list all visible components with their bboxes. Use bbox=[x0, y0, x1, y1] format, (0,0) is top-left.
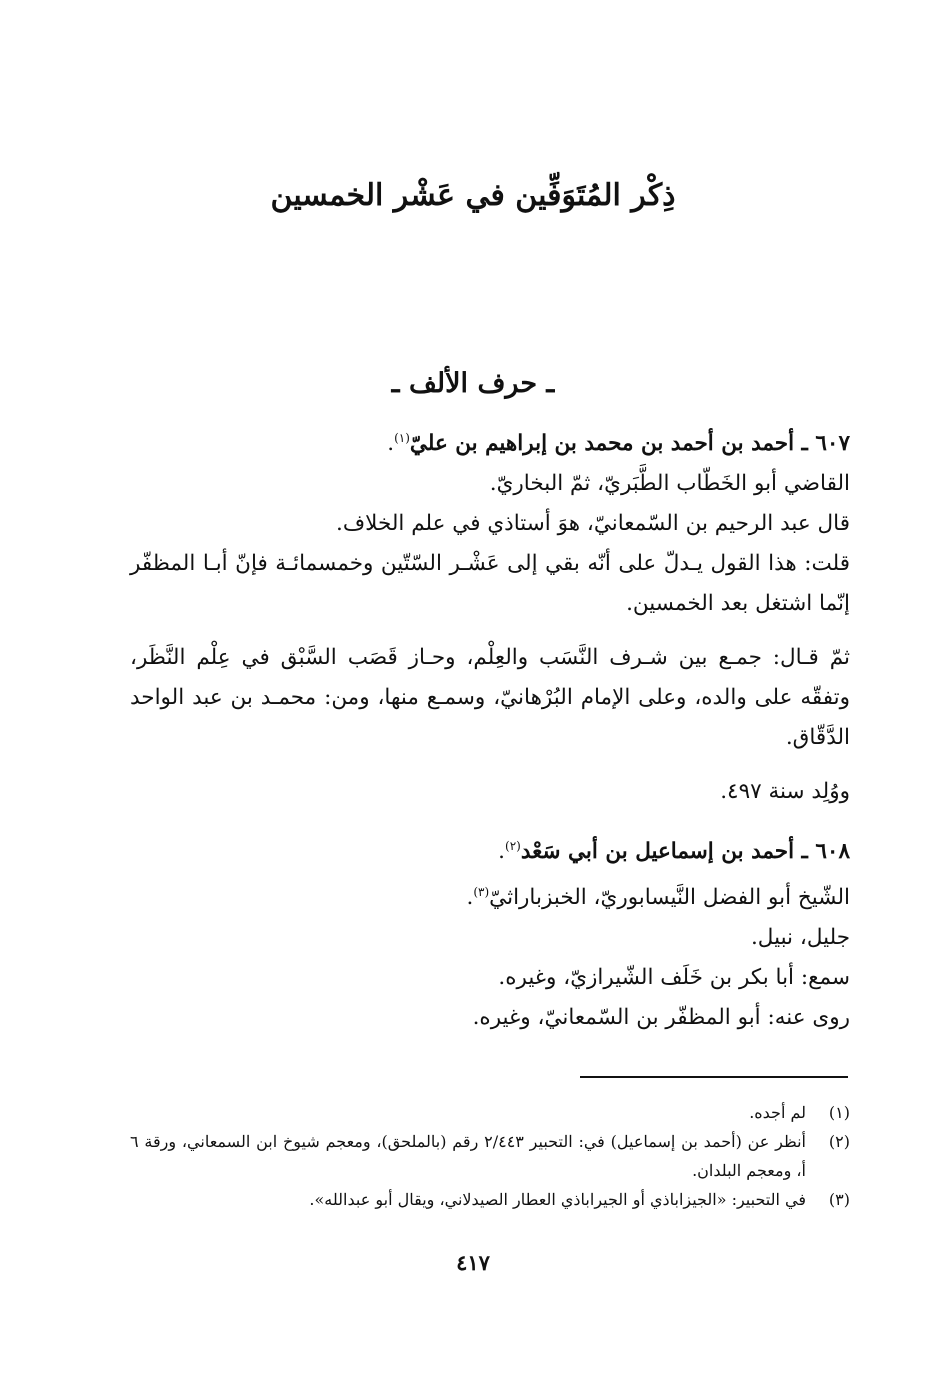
section-heading: ـ حرف الألف ـ bbox=[391, 368, 555, 399]
entry-heading-end: . bbox=[387, 431, 395, 457]
paragraph bbox=[130, 872, 850, 918]
paragraph-end: . bbox=[466, 885, 474, 911]
paragraph: قلت: هذا القول يـدلّ على أنّه بقي إلى عَشْـر السّتّين وخمسمائـة فإنّ أبـا المظفّر إنّما اشتغل بعد الخمسين. bbox=[130, 551, 850, 617]
footnote-ref[interactable]: (٣) bbox=[473, 885, 490, 900]
footnote-item bbox=[130, 1098, 850, 1127]
footnote-number: (٣) bbox=[828, 1190, 850, 1209]
paragraph: قال عبد الرحيم بن السّمعانيّ، هوَ أستاذي في علم الخلاف. bbox=[336, 511, 850, 537]
main-text bbox=[130, 418, 850, 1038]
footnote-item bbox=[130, 1127, 850, 1185]
paragraph: جليل، نبيل. bbox=[750, 925, 850, 951]
paragraph: روى عنه: أبو المظفّر بن السّمعانيّ، وغيره. bbox=[472, 1005, 850, 1031]
footnote-text: أنظر عن (أحمد بن إسماعيل) في: التحبير ٢/٤٤٣ رقم (بالملحق)، ومعجم شيوخ ابن السمعاني، ورقة ٦ أ، ومعجم البلدان. bbox=[130, 1132, 806, 1180]
entry-heading-608 bbox=[130, 826, 850, 872]
footnote-ref[interactable]: (١) bbox=[394, 431, 410, 445]
footnotes bbox=[130, 1098, 850, 1214]
page-number: ٤١٧ bbox=[456, 1250, 490, 1275]
paragraph: ووُلِد سنة ٤٩٧. bbox=[720, 779, 850, 805]
paragraph: القاضي أبو الخَطّاب الطَّبَريّ، ثمّ البخاريّ. bbox=[489, 471, 850, 497]
paragraph: ثمّ قـال: جمـع بين شـرف النَّسَب والعِلْم، وحـاز قَصَب السَّبْق في عِلْم النَّظَر، وتفقّه على والده، وعلى الإمام البُرْهانيّ، وسمـع منها، ومن: محمـد بن عبد الواحد الدَّقّاق. bbox=[130, 645, 850, 751]
footnote-divider bbox=[580, 1076, 848, 1078]
footnote-number: (١) bbox=[828, 1103, 850, 1122]
entry-heading-end: . bbox=[498, 839, 506, 865]
footnote-text: لم أجده. bbox=[749, 1103, 806, 1122]
paragraph: سمع: أبا بكر بن خَلَف الشّيرازيّ، وغيره. bbox=[498, 965, 850, 991]
entry-heading-607 bbox=[130, 418, 850, 464]
footnote-number: (٢) bbox=[828, 1132, 850, 1151]
footnote-item bbox=[130, 1185, 850, 1214]
entry-heading-text: ٦٠٧ ـ أحمد بن أحمد بن محمد بن إبراهيم بن عليّ bbox=[409, 431, 850, 457]
page-title: ذِكْر المُتَوَفِّين في عَشْر الخمسين bbox=[270, 178, 676, 213]
footnote-ref[interactable]: (٢) bbox=[505, 839, 521, 854]
footnote-text: في التحبير: «الجيزاباذي أو الجيراباذي العطار الصيدلاني، ويقال أبو عبدالله». bbox=[309, 1190, 806, 1209]
entry-heading-text: ٦٠٨ ـ أحمد بن إسماعيل بن أبي سَعْد bbox=[520, 839, 850, 865]
paragraph-text: الشّيخ أبو الفضل النَّيسابوريّ، الخبزباراثيّ bbox=[489, 885, 850, 911]
